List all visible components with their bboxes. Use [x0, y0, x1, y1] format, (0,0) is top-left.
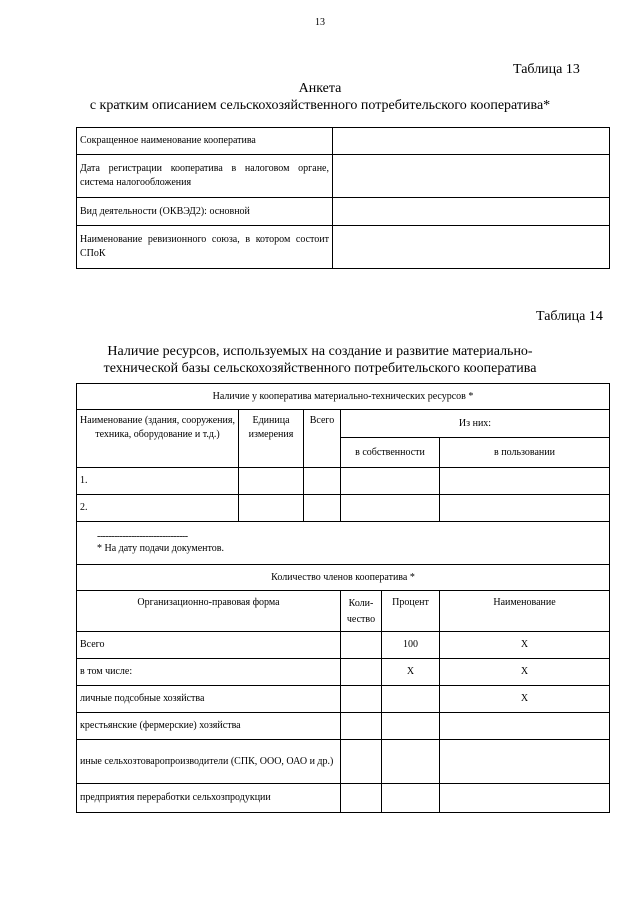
resource-cell[interactable] — [440, 468, 610, 495]
member-naming-cell[interactable] — [440, 713, 610, 740]
member-naming-cell[interactable] — [440, 784, 610, 813]
member-form-label: предприятия переработки сельхозпродукции — [77, 784, 341, 813]
column-header-name: Наименование (здания, сооружения, техника, оборудование и т.д.) — [77, 410, 239, 468]
member-percent-cell[interactable] — [382, 686, 440, 713]
table13-title-line1: Анкета — [298, 81, 342, 96]
footnote-cell — [77, 522, 610, 565]
resource-row-number: 2. — [77, 495, 239, 522]
questionnaire-label: Сокращенное наименование кооператива — [77, 128, 333, 155]
member-form-label: Всего — [77, 632, 341, 659]
resource-cell[interactable] — [304, 495, 341, 522]
column-header-count: Коли-чество — [341, 591, 382, 632]
column-header-used: в пользовании — [440, 438, 610, 468]
member-percent-cell[interactable] — [382, 713, 440, 740]
member-naming-cell: Х — [440, 686, 610, 713]
table13-label: Таблица 13 — [513, 62, 580, 77]
member-percent-cell[interactable] — [382, 784, 440, 813]
column-header-of-them: Из них: — [341, 410, 610, 438]
questionnaire-value-field[interactable] — [333, 226, 610, 269]
table14-label: Таблица 14 — [536, 309, 603, 324]
resources-table — [76, 383, 610, 813]
resource-cell[interactable] — [239, 495, 304, 522]
page-number: 13 — [315, 17, 325, 28]
questionnaire-value-field[interactable] — [333, 198, 610, 226]
column-header-percent: Процент — [382, 591, 440, 632]
questionnaire-value-field[interactable] — [333, 155, 610, 198]
questionnaire-label: Вид деятельности (ОКВЭД2): основной — [77, 198, 333, 226]
member-form-label: личные подсобные хозяйства — [77, 686, 341, 713]
resource-row-number: 1. — [77, 468, 239, 495]
resource-cell[interactable] — [341, 468, 440, 495]
footnote-text: * На дату подачи документов. — [97, 542, 224, 554]
members-section-header: Количество членов кооператива * — [77, 565, 610, 591]
resource-cell[interactable] — [341, 495, 440, 522]
table14-title-line1: Наличие ресурсов, используемых на создание и развитие материально- — [107, 344, 533, 359]
column-header-form: Организационно-правовая форма — [77, 591, 341, 632]
resources-section-header: Наличие у кооператива материально-технических ресурсов * — [77, 384, 610, 410]
member-form-label: иные сельхозтоваропроизводители (СПК, ООО, ОАО и др.) — [77, 740, 341, 784]
member-count-cell[interactable] — [341, 632, 382, 659]
member-count-cell[interactable] — [341, 784, 382, 813]
resource-cell[interactable] — [239, 468, 304, 495]
column-header-owned: в собственности — [341, 438, 440, 468]
member-form-label: в том числе: — [77, 659, 341, 686]
member-naming-cell: Х — [440, 659, 610, 686]
column-header-naming: Наименование — [440, 591, 610, 632]
questionnaire-label: Дата регистрации кооператива в налоговом органе, система налогообложения — [77, 155, 333, 198]
table14-title-line2: технической базы сельскохозяйственного потребительского кооператива — [103, 361, 537, 376]
member-naming-cell[interactable] — [440, 740, 610, 784]
column-header-unit: Единица измерения — [239, 410, 304, 468]
member-percent-cell[interactable] — [382, 740, 440, 784]
table13-title-line2: с кратким описанием сельскохозяйственного потребительского кооператива* — [89, 98, 551, 113]
footnote-separator: -------------------------------- — [97, 530, 188, 542]
member-count-cell[interactable] — [341, 713, 382, 740]
column-header-total: Всего — [304, 410, 341, 468]
member-naming-cell: Х — [440, 632, 610, 659]
member-form-label: крестьянские (фермерские) хозяйства — [77, 713, 341, 740]
member-percent-cell: Х — [382, 659, 440, 686]
member-count-cell[interactable] — [341, 686, 382, 713]
resource-cell[interactable] — [440, 495, 610, 522]
questionnaire-table — [76, 127, 610, 269]
questionnaire-label: Наименование ревизионного союза, в котором состоит СПоК — [77, 226, 333, 269]
member-count-cell[interactable] — [341, 740, 382, 784]
resource-cell[interactable] — [304, 468, 341, 495]
questionnaire-value-field[interactable] — [333, 128, 610, 155]
member-count-cell[interactable] — [341, 659, 382, 686]
member-percent-cell: 100 — [382, 632, 440, 659]
